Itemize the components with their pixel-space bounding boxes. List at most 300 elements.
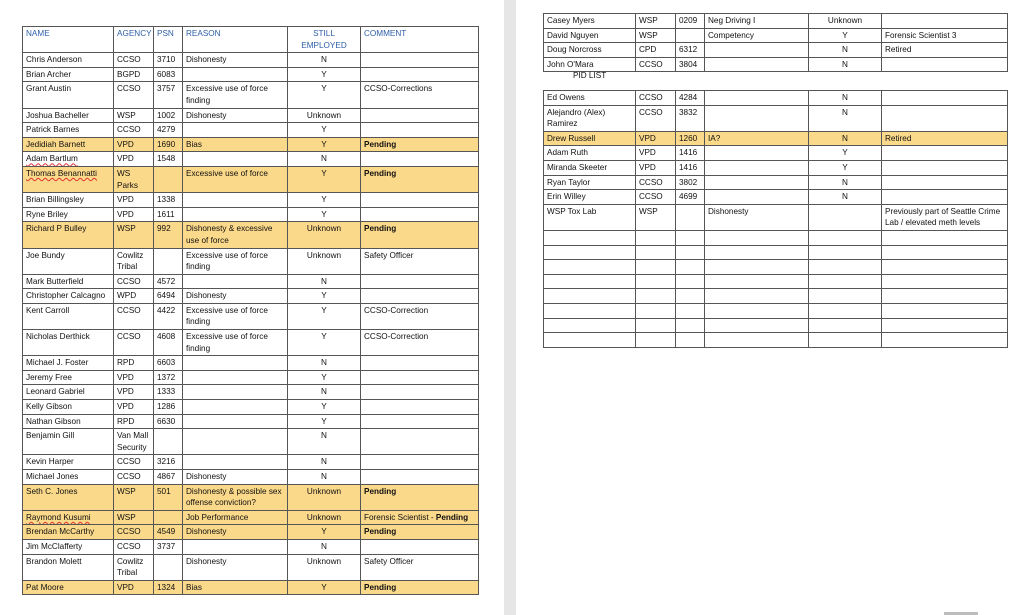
name-cell: Chris Anderson bbox=[23, 53, 114, 68]
empty-cell bbox=[676, 230, 705, 245]
column-header: NAME bbox=[23, 27, 114, 53]
reason-cell bbox=[183, 152, 288, 167]
comment-cell: Forensic Scientist - Pending bbox=[361, 510, 479, 525]
reason-cell: Neg Driving I bbox=[705, 14, 809, 29]
empty-cell bbox=[809, 303, 882, 318]
reason-cell bbox=[183, 414, 288, 429]
reason-cell: Competency bbox=[705, 28, 809, 43]
employed-cell: Unknown bbox=[288, 484, 361, 510]
reason-cell: Dishonesty bbox=[705, 204, 809, 230]
table-row bbox=[23, 207, 479, 222]
reason-cell: Job Performance bbox=[183, 510, 288, 525]
employed-cell: Y bbox=[809, 28, 882, 43]
psn-cell: 1260 bbox=[676, 131, 705, 146]
name-cell: Brandon Molett bbox=[23, 554, 114, 580]
comment-cell: Pending bbox=[361, 580, 479, 595]
name-cell: Michael J. Foster bbox=[23, 356, 114, 371]
reason-cell bbox=[705, 175, 809, 190]
employed-cell: Y bbox=[288, 414, 361, 429]
comment-cell: Pending bbox=[361, 222, 479, 248]
agency-cell: VPD bbox=[114, 152, 154, 167]
comment-cell: CCSO-Correction bbox=[361, 303, 479, 329]
name-cell: Adam Bartlum bbox=[23, 152, 114, 167]
empty-cell bbox=[705, 333, 809, 348]
table-row bbox=[544, 204, 1008, 230]
name-cell: Leonard Gabriel bbox=[23, 385, 114, 400]
psn-cell: 4549 bbox=[154, 525, 183, 540]
name-cell: Joe Bundy bbox=[23, 248, 114, 274]
table-row bbox=[23, 82, 479, 108]
psn-cell: 501 bbox=[154, 484, 183, 510]
psn-cell bbox=[676, 204, 705, 230]
comment-cell bbox=[882, 14, 1008, 29]
reason-cell bbox=[183, 385, 288, 400]
empty-cell bbox=[636, 230, 676, 245]
empty-table-row bbox=[544, 245, 1008, 260]
empty-cell bbox=[636, 274, 676, 289]
name-cell: Drew Russell bbox=[544, 131, 636, 146]
reason-cell: Excessive use of force bbox=[183, 166, 288, 192]
comment-cell bbox=[882, 57, 1008, 72]
empty-cell bbox=[809, 245, 882, 260]
comment-cell bbox=[361, 455, 479, 470]
psn-cell: 3710 bbox=[154, 53, 183, 68]
reason-cell: Dishonesty & possible sex offense conviction? bbox=[183, 484, 288, 510]
table-row bbox=[23, 510, 479, 525]
table-row bbox=[23, 303, 479, 329]
employed-cell: Unknown bbox=[288, 108, 361, 123]
psn-cell: 6312 bbox=[676, 43, 705, 58]
agency-cell: CCSO bbox=[114, 525, 154, 540]
agency-cell: CCSO bbox=[114, 274, 154, 289]
employed-cell: Y bbox=[809, 146, 882, 161]
reason-cell bbox=[183, 123, 288, 138]
comment-cell bbox=[361, 539, 479, 554]
empty-cell bbox=[705, 230, 809, 245]
empty-cell bbox=[676, 260, 705, 275]
employed-cell: Y bbox=[288, 67, 361, 82]
empty-cell bbox=[676, 289, 705, 304]
agency-cell: WS Parks bbox=[114, 166, 154, 192]
employed-cell: Y bbox=[288, 303, 361, 329]
reason-cell: Bias bbox=[183, 580, 288, 595]
employed-cell: Y bbox=[288, 193, 361, 208]
table-row bbox=[23, 580, 479, 595]
comment-cell bbox=[361, 67, 479, 82]
reason-cell bbox=[705, 105, 809, 131]
empty-cell bbox=[636, 289, 676, 304]
agency-cell: WPD bbox=[114, 289, 154, 304]
psn-cell: 4608 bbox=[154, 330, 183, 356]
empty-table-row bbox=[544, 274, 1008, 289]
empty-table-row bbox=[544, 289, 1008, 304]
name-cell: Adam Ruth bbox=[544, 146, 636, 161]
psn-cell: 6630 bbox=[154, 414, 183, 429]
reason-cell: Excessive use of force finding bbox=[183, 248, 288, 274]
agency-cell: CCSO bbox=[114, 470, 154, 485]
reason-cell: Dishonesty & excessive use of force bbox=[183, 222, 288, 248]
empty-cell bbox=[705, 245, 809, 260]
employed-cell: N bbox=[288, 470, 361, 485]
comment-cell bbox=[882, 190, 1008, 205]
table-row bbox=[23, 385, 479, 400]
psn-cell bbox=[154, 166, 183, 192]
psn-cell: 1416 bbox=[676, 160, 705, 175]
agency-cell: VPD bbox=[114, 385, 154, 400]
reason-cell bbox=[705, 190, 809, 205]
comment-cell: CCSO-Corrections bbox=[361, 82, 479, 108]
name-cell: Kelly Gibson bbox=[23, 400, 114, 415]
column-header: COMMENT bbox=[361, 27, 479, 53]
name-cell: Alejandro (Alex) Ramirez bbox=[544, 105, 636, 131]
agency-cell: VPD bbox=[114, 400, 154, 415]
reason-cell bbox=[183, 274, 288, 289]
comment-cell bbox=[361, 385, 479, 400]
employed-cell: Y bbox=[288, 137, 361, 152]
table-row bbox=[23, 108, 479, 123]
reason-cell: Dishonesty bbox=[183, 525, 288, 540]
psn-cell: 3216 bbox=[154, 455, 183, 470]
table-row bbox=[23, 370, 479, 385]
agency-cell: WSP bbox=[114, 510, 154, 525]
column-header: STILL EMPLOYED bbox=[288, 27, 361, 53]
employed-cell: Y bbox=[809, 160, 882, 175]
pid-list-label: PID LIST bbox=[573, 71, 607, 80]
name-cell: Ryne Briley bbox=[23, 207, 114, 222]
empty-table-row bbox=[544, 260, 1008, 275]
comment-cell bbox=[882, 105, 1008, 131]
employed-cell: Unknown bbox=[288, 248, 361, 274]
agency-cell: VPD bbox=[114, 580, 154, 595]
psn-cell bbox=[154, 554, 183, 580]
empty-cell bbox=[882, 230, 1008, 245]
psn-cell: 992 bbox=[154, 222, 183, 248]
table-row bbox=[23, 123, 479, 138]
empty-table-row bbox=[544, 230, 1008, 245]
table-row bbox=[23, 554, 479, 580]
employed-cell: Unknown bbox=[288, 554, 361, 580]
psn-cell: 3757 bbox=[154, 82, 183, 108]
employed-cell: Unknown bbox=[809, 14, 882, 29]
psn-cell: 1286 bbox=[154, 400, 183, 415]
agency-cell: CCSO bbox=[114, 82, 154, 108]
psn-cell: 4422 bbox=[154, 303, 183, 329]
comment-cell bbox=[882, 146, 1008, 161]
agency-cell: Van Mall Security bbox=[114, 429, 154, 455]
agency-cell: CCSO bbox=[636, 57, 676, 72]
reason-cell: Dishonesty bbox=[183, 108, 288, 123]
reason-cell bbox=[183, 193, 288, 208]
employed-cell: Y bbox=[288, 166, 361, 192]
table-row bbox=[544, 57, 1008, 72]
agency-cell: CCSO bbox=[114, 330, 154, 356]
agency-cell: VPD bbox=[636, 160, 676, 175]
name-cell: John O'Mara bbox=[544, 57, 636, 72]
empty-cell bbox=[636, 333, 676, 348]
empty-cell bbox=[544, 289, 636, 304]
employed-cell: Y bbox=[288, 525, 361, 540]
employed-cell: Y bbox=[288, 123, 361, 138]
reason-cell: IA? bbox=[705, 131, 809, 146]
empty-table-row bbox=[544, 333, 1008, 348]
empty-table-row bbox=[544, 318, 1008, 333]
name-cell: Richard P Bulley bbox=[23, 222, 114, 248]
employed-cell: N bbox=[288, 53, 361, 68]
name-cell: Erin Willey bbox=[544, 190, 636, 205]
empty-cell bbox=[676, 333, 705, 348]
agency-cell: WSP bbox=[636, 14, 676, 29]
agency-cell: BGPD bbox=[114, 67, 154, 82]
agency-cell: WSP bbox=[114, 222, 154, 248]
comment-cell bbox=[882, 175, 1008, 190]
table-row bbox=[23, 455, 479, 470]
comment-cell: Pending bbox=[361, 166, 479, 192]
reason-cell bbox=[705, 160, 809, 175]
name-cell: Christopher Calcagno bbox=[23, 289, 114, 304]
psn-cell: 4867 bbox=[154, 470, 183, 485]
psn-cell: 3832 bbox=[676, 105, 705, 131]
column-header: REASON bbox=[183, 27, 288, 53]
psn-cell bbox=[154, 429, 183, 455]
comment-cell: Retired bbox=[882, 43, 1008, 58]
employed-cell: Unknown bbox=[288, 510, 361, 525]
name-cell: Ed Owens bbox=[544, 91, 636, 106]
name-cell: Mark Butterfield bbox=[23, 274, 114, 289]
name-cell: Raymond Kusumi bbox=[23, 510, 114, 525]
comment-cell: Pending bbox=[361, 525, 479, 540]
comment-cell bbox=[361, 193, 479, 208]
comment-cell bbox=[361, 53, 479, 68]
employed-cell: N bbox=[288, 539, 361, 554]
employed-cell: N bbox=[809, 105, 882, 131]
name-cell: Jeremy Free bbox=[23, 370, 114, 385]
employed-cell: N bbox=[809, 57, 882, 72]
comment-cell: Pending bbox=[361, 484, 479, 510]
empty-cell bbox=[809, 274, 882, 289]
employed-cell: Y bbox=[288, 580, 361, 595]
name-cell: Pat Moore bbox=[23, 580, 114, 595]
psn-cell: 0209 bbox=[676, 14, 705, 29]
agency-cell: CCSO bbox=[114, 53, 154, 68]
reason-cell bbox=[183, 455, 288, 470]
empty-cell bbox=[636, 245, 676, 260]
empty-cell bbox=[809, 230, 882, 245]
agency-cell: WSP bbox=[636, 204, 676, 230]
table-row bbox=[23, 356, 479, 371]
psn-cell: 3802 bbox=[676, 175, 705, 190]
reason-cell: Dishonesty bbox=[183, 53, 288, 68]
table-row bbox=[544, 131, 1008, 146]
empty-cell bbox=[705, 289, 809, 304]
table-row bbox=[23, 539, 479, 554]
employed-cell: N bbox=[809, 131, 882, 146]
psn-cell bbox=[676, 28, 705, 43]
table-row bbox=[23, 414, 479, 429]
reason-cell bbox=[183, 539, 288, 554]
name-cell: Jim McClafferty bbox=[23, 539, 114, 554]
agency-cell: Cowlitz Tribal bbox=[114, 554, 154, 580]
empty-cell bbox=[882, 274, 1008, 289]
table-row bbox=[544, 91, 1008, 106]
employed-cell: N bbox=[809, 190, 882, 205]
reason-cell bbox=[183, 207, 288, 222]
empty-cell bbox=[544, 274, 636, 289]
reason-cell bbox=[183, 400, 288, 415]
name-cell: Miranda Skeeter bbox=[544, 160, 636, 175]
table-row bbox=[23, 193, 479, 208]
psn-cell bbox=[154, 248, 183, 274]
employed-cell: N bbox=[809, 43, 882, 58]
employed-cell: Y bbox=[288, 370, 361, 385]
name-cell: Doug Norcross bbox=[544, 43, 636, 58]
psn-cell: 3737 bbox=[154, 539, 183, 554]
agency-cell: CCSO bbox=[114, 303, 154, 329]
column-header: AGENCY bbox=[114, 27, 154, 53]
comment-cell bbox=[361, 370, 479, 385]
table-row bbox=[23, 484, 479, 510]
table-row bbox=[544, 14, 1008, 29]
table-row bbox=[23, 525, 479, 540]
comment-cell: Safety Officer bbox=[361, 248, 479, 274]
empty-cell bbox=[882, 289, 1008, 304]
personnel-table bbox=[22, 26, 479, 595]
reason-cell: Excessive use of force finding bbox=[183, 303, 288, 329]
agency-cell: VPD bbox=[114, 370, 154, 385]
pid-list-table bbox=[543, 90, 1008, 348]
table-row bbox=[544, 105, 1008, 131]
employed-cell: N bbox=[288, 356, 361, 371]
comment-cell: Retired bbox=[882, 131, 1008, 146]
psn-cell: 1611 bbox=[154, 207, 183, 222]
agency-cell: VPD bbox=[636, 146, 676, 161]
name-cell: Casey Myers bbox=[544, 14, 636, 29]
table-row bbox=[23, 152, 479, 167]
empty-cell bbox=[544, 260, 636, 275]
table-row bbox=[23, 470, 479, 485]
reason-cell: Bias bbox=[183, 137, 288, 152]
employed-cell: N bbox=[288, 274, 361, 289]
name-cell: WSP Tox Lab bbox=[544, 204, 636, 230]
reason-cell bbox=[183, 429, 288, 455]
employed-cell: Unknown bbox=[288, 222, 361, 248]
psn-cell: 6083 bbox=[154, 67, 183, 82]
agency-cell: VPD bbox=[636, 131, 676, 146]
agency-cell: VPD bbox=[114, 193, 154, 208]
empty-cell bbox=[676, 303, 705, 318]
name-cell: Jedidiah Barnett bbox=[23, 137, 114, 152]
comment-cell bbox=[361, 274, 479, 289]
comment-cell bbox=[882, 91, 1008, 106]
agency-cell: Cowlitz Tribal bbox=[114, 248, 154, 274]
psn-cell: 1372 bbox=[154, 370, 183, 385]
empty-cell bbox=[809, 289, 882, 304]
employed-cell: N bbox=[288, 152, 361, 167]
name-cell: Brendan McCarthy bbox=[23, 525, 114, 540]
employed-cell: N bbox=[288, 455, 361, 470]
empty-cell bbox=[544, 303, 636, 318]
comment-cell bbox=[361, 414, 479, 429]
comment-cell bbox=[361, 400, 479, 415]
psn-cell: 1690 bbox=[154, 137, 183, 152]
table-row bbox=[23, 67, 479, 82]
table-header-row bbox=[23, 27, 479, 53]
reason-cell bbox=[183, 370, 288, 385]
reason-cell: Dishonesty bbox=[183, 289, 288, 304]
agency-cell: CCSO bbox=[114, 455, 154, 470]
empty-cell bbox=[636, 303, 676, 318]
reason-cell: Dishonesty bbox=[183, 554, 288, 580]
psn-cell: 1416 bbox=[676, 146, 705, 161]
empty-cell bbox=[809, 333, 882, 348]
agency-cell: WSP bbox=[114, 484, 154, 510]
table-row bbox=[544, 43, 1008, 58]
empty-cell bbox=[809, 260, 882, 275]
name-cell: Joshua Bacheller bbox=[23, 108, 114, 123]
agency-cell: CCSO bbox=[114, 123, 154, 138]
empty-cell bbox=[882, 303, 1008, 318]
name-cell: Nathan Gibson bbox=[23, 414, 114, 429]
comment-cell bbox=[361, 356, 479, 371]
empty-table-row bbox=[544, 303, 1008, 318]
column-header: PSN bbox=[154, 27, 183, 53]
employed-cell bbox=[809, 204, 882, 230]
psn-cell: 4284 bbox=[676, 91, 705, 106]
name-cell: Seth C. Jones bbox=[23, 484, 114, 510]
table-row bbox=[23, 289, 479, 304]
table-row bbox=[23, 166, 479, 192]
empty-cell bbox=[636, 318, 676, 333]
name-cell: Ryan Taylor bbox=[544, 175, 636, 190]
name-cell: Patrick Barnes bbox=[23, 123, 114, 138]
comment-cell: CCSO-Correction bbox=[361, 330, 479, 356]
name-cell: Michael Jones bbox=[23, 470, 114, 485]
comment-cell bbox=[361, 123, 479, 138]
agency-cell: VPD bbox=[114, 137, 154, 152]
comment-cell bbox=[361, 429, 479, 455]
employed-cell: Y bbox=[288, 207, 361, 222]
agency-cell: CPD bbox=[636, 43, 676, 58]
agency-cell: WSP bbox=[636, 28, 676, 43]
name-cell: Brian Billingsley bbox=[23, 193, 114, 208]
empty-cell bbox=[705, 318, 809, 333]
name-cell: Grant Austin bbox=[23, 82, 114, 108]
psn-cell: 6494 bbox=[154, 289, 183, 304]
comment-cell: Pending bbox=[361, 137, 479, 152]
empty-cell bbox=[882, 260, 1008, 275]
comment-cell: Previously part of Seattle Crime Lab / elevated meth levels bbox=[882, 204, 1008, 230]
psn-cell bbox=[154, 510, 183, 525]
table-row bbox=[544, 190, 1008, 205]
personnel-table-continued bbox=[543, 13, 1008, 72]
name-cell: Thomas Benannatti bbox=[23, 166, 114, 192]
employed-cell: N bbox=[288, 385, 361, 400]
empty-cell bbox=[882, 245, 1008, 260]
name-cell: Kent Carroll bbox=[23, 303, 114, 329]
agency-cell: RPD bbox=[114, 356, 154, 371]
table-row bbox=[23, 137, 479, 152]
table-row bbox=[23, 330, 479, 356]
comment-cell bbox=[361, 289, 479, 304]
reason-cell bbox=[705, 57, 809, 72]
psn-cell: 1338 bbox=[154, 193, 183, 208]
table-row bbox=[23, 274, 479, 289]
reason-cell: Dishonesty bbox=[183, 470, 288, 485]
empty-cell bbox=[809, 318, 882, 333]
table-row bbox=[23, 429, 479, 455]
reason-cell: Excessive use of force finding bbox=[183, 82, 288, 108]
reason-cell bbox=[183, 356, 288, 371]
name-cell: Brian Archer bbox=[23, 67, 114, 82]
